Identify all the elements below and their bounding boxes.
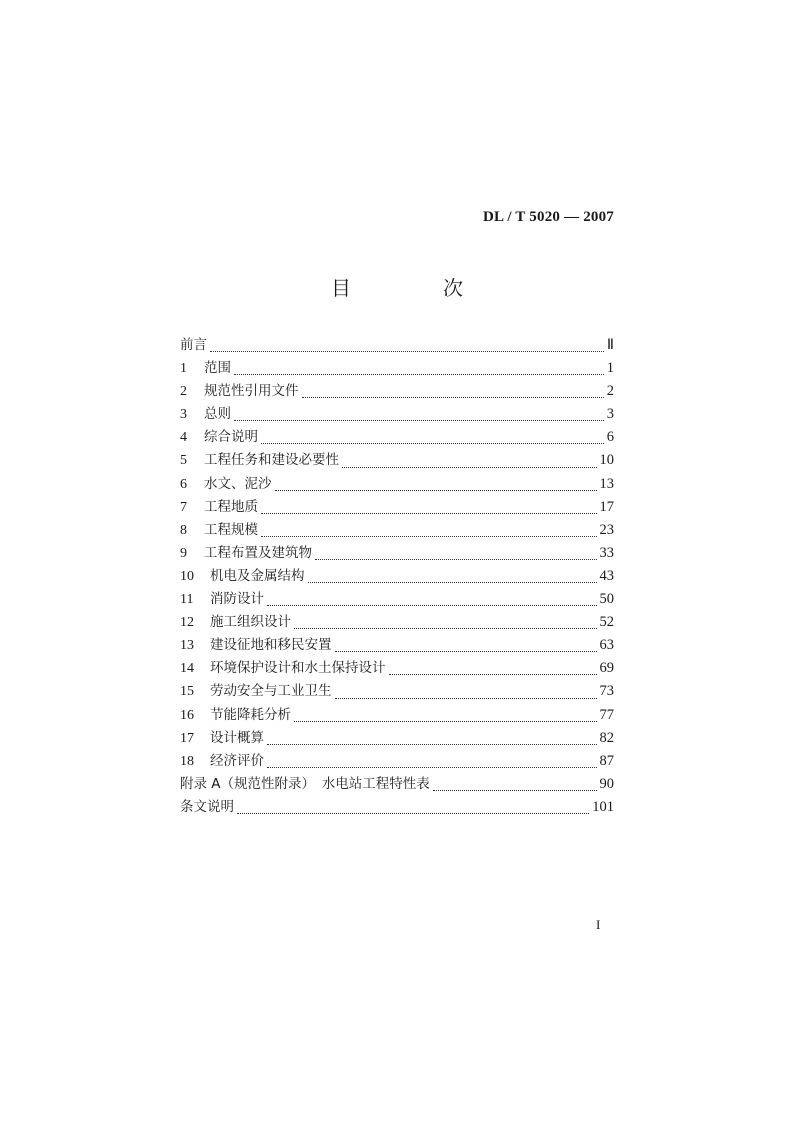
leader-dots	[267, 604, 597, 606]
toc-entry[interactable]	[180, 519, 614, 542]
leader-dots	[261, 535, 597, 537]
toc-entry-page: 10	[599, 452, 614, 469]
toc-entry-page: 23	[599, 521, 614, 538]
toc-entry-label: 范围	[204, 360, 231, 377]
toc-entry-number: 2	[180, 384, 187, 400]
toc-entry-page: 43	[599, 567, 614, 584]
toc-entry[interactable]	[180, 727, 614, 750]
toc-entry-number: 3	[180, 407, 187, 423]
toc-entry-label: 建设征地和移民安置	[210, 637, 332, 654]
leader-dots	[335, 650, 597, 652]
toc-entry[interactable]	[180, 473, 614, 496]
toc-entry-label: 机电及金属结构	[210, 567, 305, 584]
toc-entry[interactable]	[180, 449, 614, 472]
toc-entry-page: 77	[599, 706, 614, 723]
toc-entry-number: 6	[180, 476, 187, 492]
page-folio: I	[596, 917, 601, 932]
toc-entry-label: 前言	[180, 337, 207, 353]
toc-entry-page: 90	[599, 775, 614, 792]
toc-entry-number: 14	[180, 661, 194, 677]
toc-entry-page: 52	[599, 614, 614, 631]
leader-dots	[275, 489, 597, 491]
leader-dots	[389, 673, 597, 675]
toc-entry-number: 15	[180, 684, 194, 700]
leader-dots	[308, 581, 597, 583]
toc-entry-label: 工程布置及建筑物	[204, 544, 312, 561]
toc-entry-number: 10	[180, 568, 194, 584]
leader-dots	[342, 466, 597, 468]
toc-entry[interactable]	[180, 496, 614, 519]
leader-dots	[234, 419, 604, 421]
toc-entry[interactable]	[180, 657, 614, 680]
toc-entry-page: 17	[599, 498, 614, 515]
leader-dots	[294, 720, 597, 722]
leader-dots	[267, 766, 597, 768]
toc-entry-number: 11	[180, 592, 194, 608]
toc-entry[interactable]	[180, 588, 614, 611]
standard-code: DL / T 5020 — 2007	[483, 209, 614, 225]
toc-entry[interactable]	[180, 634, 614, 657]
toc-entry-number: 17	[180, 730, 194, 746]
toc-entry-label: 施工组织设计	[210, 614, 291, 631]
toc-entry-label: 综合说明	[204, 429, 258, 446]
toc-entry-label: 设计概算	[210, 729, 264, 746]
toc-entry[interactable]	[180, 565, 614, 588]
leader-dots	[433, 789, 597, 791]
toc-title: 目 次	[331, 276, 499, 300]
toc-entry-number: 16	[180, 707, 194, 723]
toc-entry-label: 经济评价	[210, 752, 264, 769]
toc-entry[interactable]	[180, 796, 614, 819]
toc-entry[interactable]	[180, 357, 614, 380]
toc-entry-number: 18	[180, 753, 194, 769]
leader-dots	[234, 373, 604, 375]
toc-entry-number: 8	[180, 522, 187, 538]
toc-entry-label: 工程地质	[204, 498, 258, 515]
toc-entry-page: 73	[599, 683, 614, 700]
toc-entry-number: 7	[180, 499, 187, 515]
toc-entry-page: 3	[606, 406, 614, 423]
toc-entry-page: 87	[599, 752, 614, 769]
toc-entry-label: 条文说明	[180, 798, 234, 815]
toc-entry-number: 1	[180, 361, 187, 377]
toc-entry-label: 消防设计	[210, 591, 264, 608]
toc-entry-page: 33	[599, 544, 614, 561]
toc-entry-page: 82	[599, 729, 614, 746]
leader-dots	[267, 743, 597, 745]
leader-dots	[315, 558, 597, 560]
toc-entry-label: 节能降耗分析	[210, 706, 291, 723]
toc-entry-page: 50	[599, 591, 614, 608]
toc-entry-number: 5	[180, 453, 187, 469]
toc-entry[interactable]	[180, 773, 614, 796]
toc-entry-page: 2	[606, 383, 614, 400]
toc-entry-page: 101	[592, 798, 614, 815]
toc-entry-label: 总则	[204, 406, 231, 423]
leader-dots	[261, 442, 604, 444]
leader-dots	[237, 812, 589, 814]
toc-entry[interactable]	[180, 704, 614, 727]
toc-entry-number: 4	[180, 430, 187, 446]
leader-dots	[335, 697, 597, 699]
toc-entry-label: 水文、泥沙	[204, 475, 272, 492]
toc-entry[interactable]	[180, 403, 614, 426]
toc-entry-page: 1	[606, 360, 614, 377]
toc-entry[interactable]	[180, 750, 614, 773]
toc-entry-label: 附录 A（规范性附录） 水电站工程特性表	[180, 775, 430, 792]
toc-entry-label: 工程任务和建设必要性	[204, 452, 339, 469]
toc-entry[interactable]	[180, 542, 614, 565]
leader-dots	[294, 627, 597, 629]
toc-entry[interactable]	[180, 334, 614, 357]
toc-entry-page: 6	[606, 429, 614, 446]
toc-entry-label: 工程规模	[204, 521, 258, 538]
toc-entry-label: 劳动安全与工业卫生	[210, 683, 332, 700]
toc-entry-label: 规范性引用文件	[204, 383, 299, 400]
toc-entry-number: 9	[180, 545, 187, 561]
leader-dots	[261, 512, 597, 514]
toc-entry[interactable]	[180, 680, 614, 703]
toc-entry-page: Ⅱ	[606, 337, 614, 353]
toc-entry[interactable]	[180, 380, 614, 403]
table-of-contents	[180, 334, 614, 819]
toc-entry[interactable]	[180, 426, 614, 449]
toc-entry-page: 69	[599, 660, 614, 677]
toc-entry-number: 12	[180, 615, 194, 631]
leader-dots	[210, 350, 604, 352]
toc-entry-page: 13	[599, 475, 614, 492]
toc-entry[interactable]	[180, 611, 614, 634]
leader-dots	[302, 396, 604, 398]
toc-entry-label: 环境保护设计和水土保持设计	[210, 660, 386, 677]
toc-entry-number: 13	[180, 638, 194, 654]
toc-entry-page: 63	[599, 637, 614, 654]
